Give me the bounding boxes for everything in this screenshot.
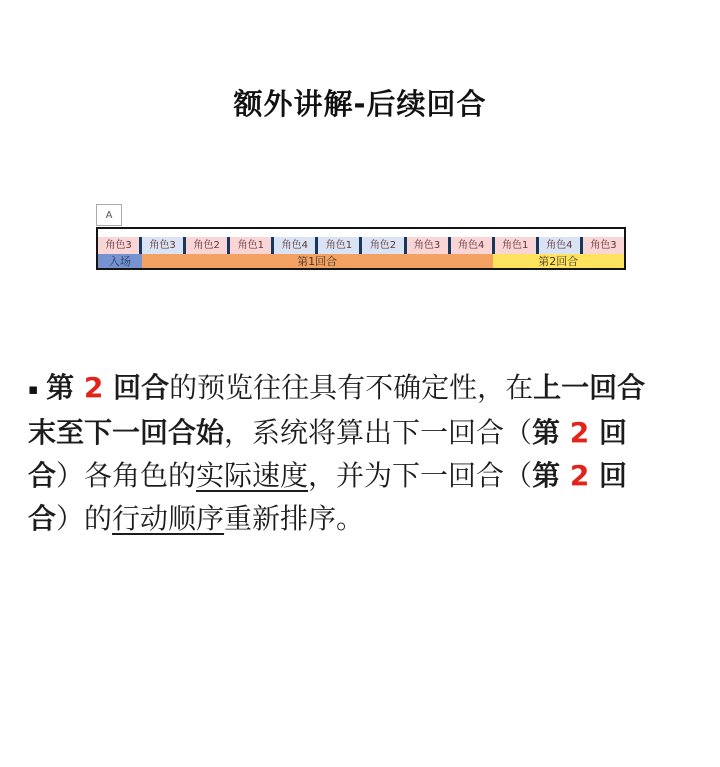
text-segment: 回 [589, 416, 628, 449]
text-segment: 回合 [103, 371, 170, 404]
text-segment: 重新排序。 [224, 502, 365, 535]
turn-cell: 角色1 [318, 237, 359, 254]
spreadsheet-cell-ref: A [96, 204, 122, 226]
text-segment: 实际速度 [196, 459, 309, 492]
text-segment: 的预览往往具有不确定性，在 [169, 371, 534, 404]
turn-cell: 角色3 [407, 237, 448, 254]
text-segment: 行动顺序 [112, 502, 225, 535]
text-segment: 2 [83, 371, 104, 404]
phase-cell-entry: 入场 [98, 254, 142, 268]
bullet-marker: ▪ [28, 380, 39, 398]
turn-cell: 角色4 [451, 237, 492, 254]
body-text [28, 366, 696, 540]
text-segment: 回 [589, 459, 628, 492]
turn-cell: 角色4 [539, 237, 580, 254]
turn-cell: 角色2 [186, 237, 227, 254]
turn-cell: 角色3 [98, 237, 139, 254]
phase-cell-round1: 第1回合 [142, 254, 493, 268]
text-segment: 第 [532, 459, 570, 492]
turn-order-table [96, 227, 626, 270]
table-top-strip [98, 229, 624, 237]
text-segment: 第 [46, 371, 84, 404]
turn-cell: 角色3 [142, 237, 183, 254]
turn-order-row [98, 237, 624, 254]
body-line [28, 411, 696, 454]
text-segment: 2 [569, 416, 590, 449]
turn-cell: 角色4 [274, 237, 315, 254]
body-line [28, 366, 696, 411]
text-segment: 合 [28, 459, 57, 492]
body-line [28, 497, 696, 540]
turn-order-sheet [96, 204, 626, 270]
turn-cell: 角色3 [583, 237, 624, 254]
text-segment: ，并为下一回合（ [308, 459, 533, 492]
turn-cell: 角色1 [230, 237, 271, 254]
text-segment: 合 [28, 502, 57, 535]
text-segment: ，系统将算出下一回合（ [224, 416, 533, 449]
turn-cell: 角色1 [495, 237, 536, 254]
page-title: 额外讲解-后续回合 [233, 87, 487, 121]
text-segment: 2 [569, 459, 590, 492]
text-segment: ）各角色的 [56, 459, 197, 492]
phase-row [98, 254, 624, 268]
turn-cell: 角色2 [362, 237, 403, 254]
phase-cell-round2: 第2回合 [493, 254, 625, 268]
text-segment: 末至下一回合始 [28, 416, 225, 449]
text-segment: 第 [532, 416, 570, 449]
text-segment: 上一回合 [533, 371, 646, 404]
text-segment: ）的 [56, 502, 113, 535]
body-line [28, 454, 696, 497]
